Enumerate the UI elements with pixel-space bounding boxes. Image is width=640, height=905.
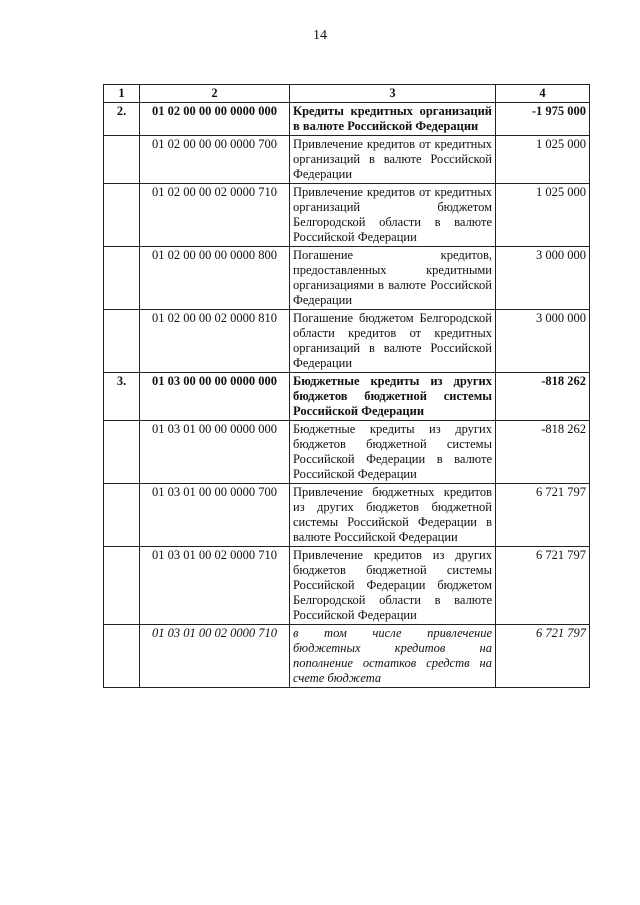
budget-code: 01 03 01 00 00 0000 000 <box>140 421 290 484</box>
column-header-4: 4 <box>496 85 590 103</box>
row-number <box>104 136 140 184</box>
row-amount: 6 721 797 <box>496 547 590 625</box>
page-number: 14 <box>313 28 327 43</box>
row-description: Погашение кредитов, предоставленных кредитными организациями в валюте Российской Федерации <box>290 247 496 310</box>
budget-code: 01 03 01 00 02 0000 710 <box>140 625 290 688</box>
row-number <box>104 484 140 547</box>
row-amount: 1 025 000 <box>496 136 590 184</box>
row-description: Привлечение бюджетных кредитов из других бюджетов бюджетной системы Российской Федерации в валюте Российской Федерации <box>290 484 496 547</box>
row-description: Привлечение кредитов от кредитных организаций в валюте Российской Федерации <box>290 136 496 184</box>
table-row <box>104 373 590 421</box>
row-amount: 3 000 000 <box>496 310 590 373</box>
row-number <box>104 247 140 310</box>
table-header-row <box>104 85 590 103</box>
column-header-1: 1 <box>104 85 140 103</box>
row-description: Привлечение кредитов из других бюджетов бюджетной системы Российской Федерации бюджетом Белгородской области в валюте Российской Федерации <box>290 547 496 625</box>
table-row <box>104 547 590 625</box>
row-description: Бюджетные кредиты из других бюджетов бюджетной системы Российской Федерации <box>290 373 496 421</box>
row-amount: -1 975 000 <box>496 103 590 136</box>
row-description: Бюджетные кредиты из других бюджетов бюджетной системы Российской Федерации в валюте Российской Федерации <box>290 421 496 484</box>
row-number: 3. <box>104 373 140 421</box>
row-description: в том числе привлечение бюджетных кредитов на пополнение остатков средств на счете бюджета <box>290 625 496 688</box>
budget-code: 01 02 00 00 02 0000 710 <box>140 184 290 247</box>
row-description: Погашение бюджетом Белгородской области кредитов от кредитных организаций в валюте Российской Федерации <box>290 310 496 373</box>
budget-code: 01 02 00 00 02 0000 810 <box>140 310 290 373</box>
row-number <box>104 184 140 247</box>
table-row <box>104 310 590 373</box>
row-amount: 6 721 797 <box>496 625 590 688</box>
row-number <box>104 625 140 688</box>
budget-code: 01 03 00 00 00 0000 000 <box>140 373 290 421</box>
table-row <box>104 421 590 484</box>
row-description: Привлечение кредитов от кредитных организаций бюджетом Белгородской области в валюте Российской Федерации <box>290 184 496 247</box>
budget-code: 01 02 00 00 00 0000 000 <box>140 103 290 136</box>
row-number: 2. <box>104 103 140 136</box>
budget-sources-table <box>103 84 590 688</box>
row-amount: 3 000 000 <box>496 247 590 310</box>
budget-code: 01 02 00 00 00 0000 700 <box>140 136 290 184</box>
table-row <box>104 103 590 136</box>
table-row <box>104 625 590 688</box>
table-row <box>104 184 590 247</box>
table-row <box>104 136 590 184</box>
row-number <box>104 421 140 484</box>
table-row <box>104 484 590 547</box>
budget-code: 01 03 01 00 02 0000 710 <box>140 547 290 625</box>
row-number <box>104 310 140 373</box>
row-amount: -818 262 <box>496 421 590 484</box>
budget-code: 01 03 01 00 00 0000 700 <box>140 484 290 547</box>
budget-code: 01 02 00 00 00 0000 800 <box>140 247 290 310</box>
row-description: Кредиты кредитных организаций в валюте Российской Федерации <box>290 103 496 136</box>
row-amount: 6 721 797 <box>496 484 590 547</box>
column-header-2: 2 <box>140 85 290 103</box>
table-row <box>104 247 590 310</box>
row-number <box>104 547 140 625</box>
row-amount: 1 025 000 <box>496 184 590 247</box>
column-header-3: 3 <box>290 85 496 103</box>
row-amount: -818 262 <box>496 373 590 421</box>
